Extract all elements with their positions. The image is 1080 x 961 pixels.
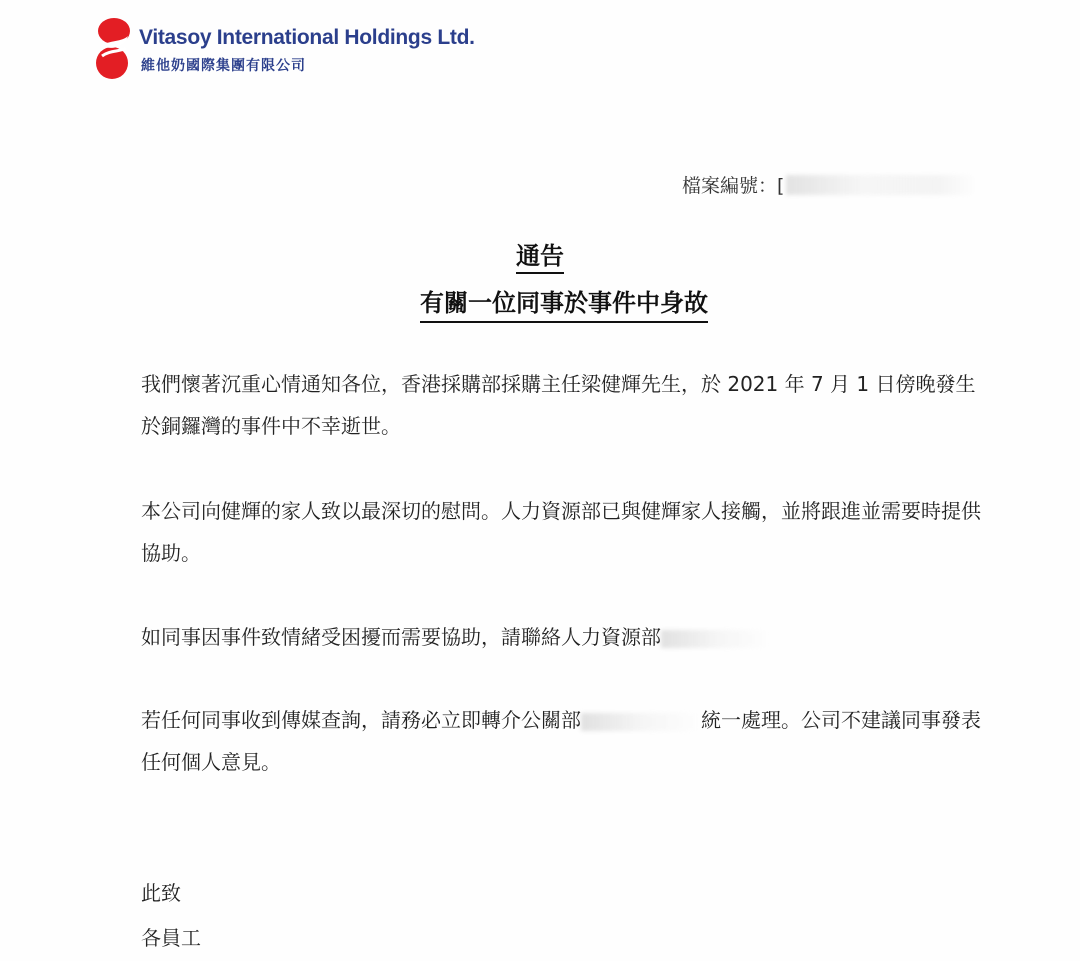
- notice-subtitle: [394, 283, 734, 318]
- redacted-reference: [786, 175, 976, 195]
- paragraph-hr-contact: [141, 616, 991, 658]
- paragraph-media-enquiries: [141, 699, 991, 783]
- company-name-zh: 維他奶國際集團有限公司: [141, 58, 306, 74]
- reference-number: [682, 171, 976, 198]
- paragraph-media-text-start: 若任何同事收到傳媒查詢，請務必立即轉介公關部: [141, 708, 581, 732]
- paragraph-media-text-end: 統一處理。公司不建議同事發表任何個人意見。: [141, 708, 981, 774]
- notice-title-text: 通告: [516, 242, 564, 274]
- closing-salutation: 此致: [141, 881, 181, 905]
- paragraph-condolence: 本公司向健輝的家人致以最深切的慰問。人力資源部已與健輝家人接觸，並將跟進並需要時提供協助。: [141, 499, 981, 565]
- paragraph-hr-contact-text: 如同事因事件致情緒受困擾而需要協助，請聯絡人力資源部: [141, 625, 661, 649]
- redacted-contact: [661, 630, 771, 648]
- redacted-pr-contact: [581, 713, 701, 731]
- notice-title: [0, 236, 1080, 271]
- notice-subtitle-text: 有關一位同事於事件中身故: [420, 289, 708, 323]
- paragraph-announcement: 我們懷著沉重心情通知各位，香港採購部採購主任梁健輝先生，於 2021 年 7 月 1 日傍晚發生於銅鑼灣的事件中不幸逝世。: [141, 372, 976, 438]
- reference-label: 檔案編號：[: [682, 175, 785, 197]
- company-name-en: Vitasoy International Holdings Ltd.: [139, 26, 475, 49]
- vitasoy-logo-icon: [94, 16, 132, 82]
- closing-recipients: 各員工: [141, 926, 201, 950]
